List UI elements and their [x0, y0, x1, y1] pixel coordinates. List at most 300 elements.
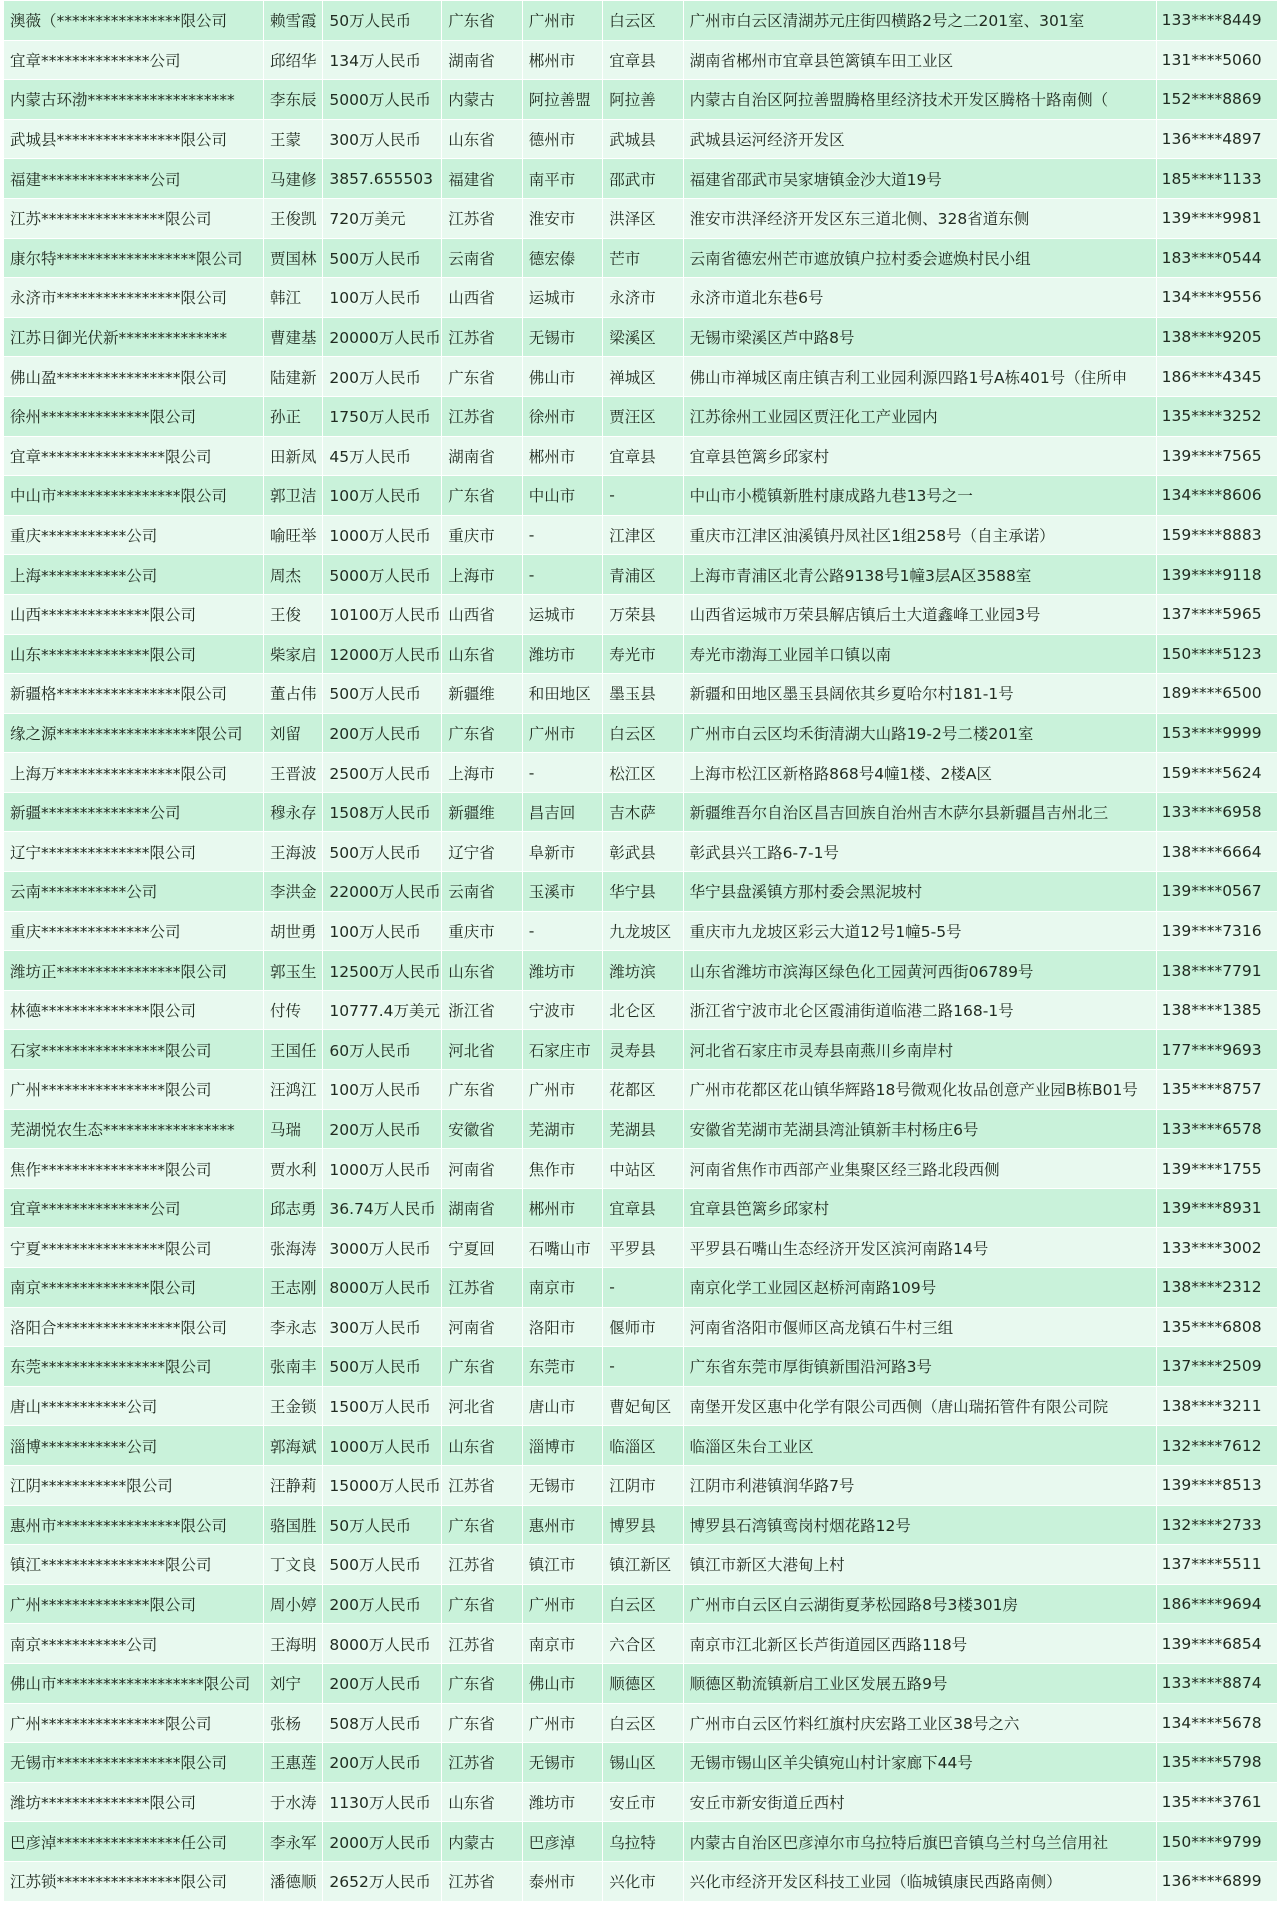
district-cell: -	[603, 476, 683, 516]
table-row	[4, 436, 1278, 476]
company-name-cell: 辽宁**************限公司	[4, 832, 264, 872]
district-cell: -	[603, 1268, 683, 1308]
company-name-cell: 重庆**************公司	[4, 911, 264, 951]
company-name-cell: 惠州市****************限公司	[4, 1505, 264, 1545]
table-row	[4, 1782, 1278, 1822]
address-cell: 南京市江北新区长芦街道园区西路118号	[683, 1624, 1156, 1664]
phone-cell: 150****9799	[1156, 1822, 1277, 1862]
reg-capital-cell: 200万人民币	[323, 1109, 442, 1149]
province-cell: 上海市	[442, 555, 522, 595]
company-name-cell: 洛阳合****************限公司	[4, 1307, 264, 1347]
reg-capital-cell: 15000万人民币	[323, 1465, 442, 1505]
district-cell: 中站区	[603, 1149, 683, 1189]
district-cell: 禅城区	[603, 357, 683, 397]
legal-rep-cell: 马瑞	[264, 1109, 323, 1149]
legal-rep-cell: 柴家启	[264, 634, 323, 674]
district-cell: 青浦区	[603, 555, 683, 595]
address-cell: 顺德区勒流镇新启工业区发展五路9号	[683, 1663, 1156, 1703]
district-cell: 顺德区	[603, 1663, 683, 1703]
table-row	[4, 40, 1278, 80]
company-name-cell: 南京**************限公司	[4, 1268, 264, 1308]
province-cell: 广东省	[442, 1, 522, 41]
district-cell: 华宁县	[603, 872, 683, 912]
district-cell: 寿光市	[603, 634, 683, 674]
province-cell: 山东省	[442, 1782, 522, 1822]
table-row	[4, 80, 1278, 120]
company-name-cell: 山西**************限公司	[4, 594, 264, 634]
reg-capital-cell: 1130万人民币	[323, 1782, 442, 1822]
district-cell: 永济市	[603, 278, 683, 318]
district-cell: 白云区	[603, 1, 683, 41]
district-cell: 武城县	[603, 119, 683, 159]
district-cell: 临淄区	[603, 1426, 683, 1466]
legal-rep-cell: 张杨	[264, 1703, 323, 1743]
company-name-cell: 佛山市*******************限公司	[4, 1663, 264, 1703]
legal-rep-cell: 潘德顺	[264, 1861, 323, 1901]
legal-rep-cell: 马建修	[264, 159, 323, 199]
table-row	[4, 832, 1278, 872]
address-cell: 南堡开发区惠中化学有限公司西侧（唐山瑞拓管件有限公司院	[683, 1386, 1156, 1426]
reg-capital-cell: 720万美元	[323, 198, 442, 238]
reg-capital-cell: 500万人民币	[323, 1347, 442, 1387]
phone-cell: 139****9118	[1156, 555, 1277, 595]
district-cell: 宜章县	[603, 1188, 683, 1228]
province-cell: 重庆市	[442, 515, 522, 555]
table-row	[4, 1584, 1278, 1624]
table-row	[4, 238, 1278, 278]
district-cell: 白云区	[603, 1703, 683, 1743]
phone-cell: 152****8869	[1156, 80, 1277, 120]
reg-capital-cell: 10100万人民币	[323, 594, 442, 634]
table-row	[4, 990, 1278, 1030]
district-cell: 江津区	[603, 515, 683, 555]
district-cell: 平罗县	[603, 1228, 683, 1268]
province-cell: 新疆维	[442, 674, 522, 714]
legal-rep-cell: 王志刚	[264, 1268, 323, 1308]
phone-cell: 135****8757	[1156, 1070, 1277, 1110]
reg-capital-cell: 500万人民币	[323, 1545, 442, 1585]
phone-cell: 185****1133	[1156, 159, 1277, 199]
district-cell: 白云区	[603, 713, 683, 753]
table-row	[4, 396, 1278, 436]
legal-rep-cell: 李永军	[264, 1822, 323, 1862]
table-row	[4, 1, 1278, 41]
company-name-cell: 东莞****************限公司	[4, 1347, 264, 1387]
district-cell: 北仑区	[603, 990, 683, 1030]
address-cell: 平罗县石嘴山生态经济开发区滨河南路14号	[683, 1228, 1156, 1268]
province-cell: 内蒙古	[442, 80, 522, 120]
phone-cell: 153****9999	[1156, 713, 1277, 753]
company-name-cell: 广州****************限公司	[4, 1703, 264, 1743]
company-name-cell: 广州****************限公司	[4, 1070, 264, 1110]
phone-cell: 133****8449	[1156, 1, 1277, 41]
city-cell: 焦作市	[522, 1149, 602, 1189]
company-name-cell: 上海***********公司	[4, 555, 264, 595]
province-cell: 广东省	[442, 1070, 522, 1110]
legal-rep-cell: 郭海斌	[264, 1426, 323, 1466]
province-cell: 湖南省	[442, 1188, 522, 1228]
district-cell: 彰武县	[603, 832, 683, 872]
city-cell: 石嘴山市	[522, 1228, 602, 1268]
table-row	[4, 555, 1278, 595]
legal-rep-cell: 郭卫洁	[264, 476, 323, 516]
address-cell: 新疆维吾尔自治区昌吉回族自治州吉木萨尔县新疆昌吉州北三	[683, 792, 1156, 832]
table-row	[4, 476, 1278, 516]
table-row	[4, 674, 1278, 714]
city-cell: 巴彦淖	[522, 1822, 602, 1862]
reg-capital-cell: 200万人民币	[323, 1663, 442, 1703]
address-cell: 无锡市锡山区羊尖镇宛山村计家廊下44号	[683, 1743, 1156, 1783]
reg-capital-cell: 22000万人民币	[323, 872, 442, 912]
province-cell: 河南省	[442, 1149, 522, 1189]
table-row	[4, 1861, 1278, 1901]
company-name-cell: 云南***********公司	[4, 872, 264, 912]
address-cell: 山西省运城市万荣县解店镇后土大道鑫峰工业园3号	[683, 594, 1156, 634]
phone-cell: 138****6664	[1156, 832, 1277, 872]
city-cell: 唐山市	[522, 1386, 602, 1426]
province-cell: 广东省	[442, 1347, 522, 1387]
company-name-cell: 潍坊正****************限公司	[4, 951, 264, 991]
district-cell: 潍坊滨	[603, 951, 683, 991]
province-cell: 新疆维	[442, 792, 522, 832]
reg-capital-cell: 2652万人民币	[323, 1861, 442, 1901]
city-cell: 德宏傣	[522, 238, 602, 278]
reg-capital-cell: 1508万人民币	[323, 792, 442, 832]
company-name-cell: 山东**************限公司	[4, 634, 264, 674]
city-cell: 玉溪市	[522, 872, 602, 912]
address-cell: 彰武县兴工路6-7-1号	[683, 832, 1156, 872]
table-row	[4, 1228, 1278, 1268]
reg-capital-cell: 100万人民币	[323, 911, 442, 951]
city-cell: 宁波市	[522, 990, 602, 1030]
legal-rep-cell: 贾国林	[264, 238, 323, 278]
address-cell: 浙江省宁波市北仑区霞浦街道临港二路168-1号	[683, 990, 1156, 1030]
legal-rep-cell: 李永志	[264, 1307, 323, 1347]
company-name-cell: 宜章****************限公司	[4, 436, 264, 476]
phone-cell: 189****6500	[1156, 674, 1277, 714]
phone-cell: 134****5678	[1156, 1703, 1277, 1743]
reg-capital-cell: 1000万人民币	[323, 515, 442, 555]
city-cell: 中山市	[522, 476, 602, 516]
table-row	[4, 317, 1278, 357]
company-name-cell: 澳薇（****************限公司	[4, 1, 264, 41]
district-cell: 六合区	[603, 1624, 683, 1664]
reg-capital-cell: 508万人民币	[323, 1703, 442, 1743]
phone-cell: 138****2312	[1156, 1268, 1277, 1308]
province-cell: 河南省	[442, 1307, 522, 1347]
city-cell: 佛山市	[522, 357, 602, 397]
company-name-cell: 江苏日御光伏新**************	[4, 317, 264, 357]
reg-capital-cell: 8000万人民币	[323, 1624, 442, 1664]
legal-rep-cell: 王俊	[264, 594, 323, 634]
legal-rep-cell: 刘宁	[264, 1663, 323, 1703]
legal-rep-cell: 赖雪霞	[264, 1, 323, 41]
city-cell: 镇江市	[522, 1545, 602, 1585]
legal-rep-cell: 陆建新	[264, 357, 323, 397]
company-name-cell: 中山市****************限公司	[4, 476, 264, 516]
legal-rep-cell: 王晋波	[264, 753, 323, 793]
address-cell: 安徽省芜湖市芜湖县湾沚镇新丰村杨庄6号	[683, 1109, 1156, 1149]
address-cell: 新疆和田地区墨玉县阔依其乡夏哈尔村181-1号	[683, 674, 1156, 714]
table-row	[4, 713, 1278, 753]
phone-cell: 138****7791	[1156, 951, 1277, 991]
district-cell: 安丘市	[603, 1782, 683, 1822]
address-cell: 镇江市新区大港甸上村	[683, 1545, 1156, 1585]
phone-cell: 177****9693	[1156, 1030, 1277, 1070]
province-cell: 山西省	[442, 594, 522, 634]
reg-capital-cell: 8000万人民币	[323, 1268, 442, 1308]
legal-rep-cell: 曹建基	[264, 317, 323, 357]
legal-rep-cell: 王金锁	[264, 1386, 323, 1426]
address-cell: 永济市道北东巷6号	[683, 278, 1156, 318]
city-cell: -	[522, 515, 602, 555]
table-row	[4, 1743, 1278, 1783]
address-cell: 武城县运河经济开发区	[683, 119, 1156, 159]
reg-capital-cell: 10777.4万美元	[323, 990, 442, 1030]
company-name-cell: 武城县****************限公司	[4, 119, 264, 159]
district-cell: 偃师市	[603, 1307, 683, 1347]
company-name-cell: 佛山盈****************限公司	[4, 357, 264, 397]
province-cell: 江苏省	[442, 1465, 522, 1505]
reg-capital-cell: 100万人民币	[323, 476, 442, 516]
company-name-cell: 林德**************限公司	[4, 990, 264, 1030]
province-cell: 福建省	[442, 159, 522, 199]
district-cell: 墨玉县	[603, 674, 683, 714]
phone-cell: 139****8931	[1156, 1188, 1277, 1228]
province-cell: 内蒙古	[442, 1822, 522, 1862]
district-cell: 九龙坡区	[603, 911, 683, 951]
company-name-cell: 新疆格****************限公司	[4, 674, 264, 714]
phone-cell: 131****5060	[1156, 40, 1277, 80]
company-name-cell: 江阴***********限公司	[4, 1465, 264, 1505]
city-cell: 无锡市	[522, 317, 602, 357]
city-cell: 广州市	[522, 1070, 602, 1110]
address-cell: 广州市白云区白云湖街夏茅松园路8号3楼301房	[683, 1584, 1156, 1624]
company-name-cell: 潍坊**************限公司	[4, 1782, 264, 1822]
reg-capital-cell: 300万人民币	[323, 1307, 442, 1347]
table-row	[4, 198, 1278, 238]
address-cell: 上海市青浦区北青公路9138号1幢3层A区3588室	[683, 555, 1156, 595]
company-name-cell: 焦作****************限公司	[4, 1149, 264, 1189]
city-cell: 佛山市	[522, 1663, 602, 1703]
district-cell: 乌拉特	[603, 1822, 683, 1862]
reg-capital-cell: 36.74万人民币	[323, 1188, 442, 1228]
reg-capital-cell: 1000万人民币	[323, 1149, 442, 1189]
district-cell: 芜湖县	[603, 1109, 683, 1149]
address-cell: 宜章县笆篱乡邱家村	[683, 436, 1156, 476]
district-cell: 曹妃甸区	[603, 1386, 683, 1426]
table-row	[4, 1149, 1278, 1189]
legal-rep-cell: 王惠莲	[264, 1743, 323, 1783]
phone-cell: 159****8883	[1156, 515, 1277, 555]
table-row	[4, 1268, 1278, 1308]
address-cell: 华宁县盘溪镇方那村委会黑泥坡村	[683, 872, 1156, 912]
province-cell: 山东省	[442, 1426, 522, 1466]
phone-cell: 133****8874	[1156, 1663, 1277, 1703]
province-cell: 江苏省	[442, 1624, 522, 1664]
address-cell: 河南省洛阳市偃师区高龙镇石牛村三组	[683, 1307, 1156, 1347]
reg-capital-cell: 200万人民币	[323, 357, 442, 397]
city-cell: 郴州市	[522, 1188, 602, 1228]
province-cell: 重庆市	[442, 911, 522, 951]
address-cell: 云南省德宏州芒市遮放镇户拉村委会遮焕村民小组	[683, 238, 1156, 278]
city-cell: -	[522, 911, 602, 951]
company-table	[3, 0, 1278, 1902]
phone-cell: 138****9205	[1156, 317, 1277, 357]
phone-cell: 135****3761	[1156, 1782, 1277, 1822]
district-cell: 芒市	[603, 238, 683, 278]
city-cell: 淮安市	[522, 198, 602, 238]
district-cell: -	[603, 1347, 683, 1387]
province-cell: 宁夏回	[442, 1228, 522, 1268]
reg-capital-cell: 2000万人民币	[323, 1822, 442, 1862]
legal-rep-cell: 于水涛	[264, 1782, 323, 1822]
phone-cell: 137****5965	[1156, 594, 1277, 634]
city-cell: 郴州市	[522, 436, 602, 476]
province-cell: 江苏省	[442, 396, 522, 436]
reg-capital-cell: 1000万人民币	[323, 1426, 442, 1466]
province-cell: 广东省	[442, 1663, 522, 1703]
table-row	[4, 1505, 1278, 1545]
province-cell: 湖南省	[442, 436, 522, 476]
city-cell: 广州市	[522, 1703, 602, 1743]
city-cell: 东莞市	[522, 1347, 602, 1387]
phone-cell: 159****5624	[1156, 753, 1277, 793]
reg-capital-cell: 45万人民币	[323, 436, 442, 476]
reg-capital-cell: 200万人民币	[323, 1584, 442, 1624]
address-cell: 广州市白云区竹料红旗村庆宏路工业区38号之六	[683, 1703, 1156, 1743]
district-cell: 兴化市	[603, 1861, 683, 1901]
table-row	[4, 753, 1278, 793]
table-row	[4, 1703, 1278, 1743]
city-cell: -	[522, 753, 602, 793]
phone-cell: 136****6899	[1156, 1861, 1277, 1901]
province-cell: 河北省	[442, 1386, 522, 1426]
phone-cell: 139****0567	[1156, 872, 1277, 912]
district-cell: 博罗县	[603, 1505, 683, 1545]
table-row	[4, 119, 1278, 159]
reg-capital-cell: 60万人民币	[323, 1030, 442, 1070]
city-cell: 和田地区	[522, 674, 602, 714]
province-cell: 江苏省	[442, 198, 522, 238]
company-name-cell: 江苏****************限公司	[4, 198, 264, 238]
city-cell: 昌吉回	[522, 792, 602, 832]
table-row	[4, 1307, 1278, 1347]
phone-cell: 135****6808	[1156, 1307, 1277, 1347]
address-cell: 寿光市渤海工业园羊口镇以南	[683, 634, 1156, 674]
city-cell: 广州市	[522, 1584, 602, 1624]
table-row	[4, 1663, 1278, 1703]
legal-rep-cell: 李洪金	[264, 872, 323, 912]
company-name-cell: 江苏锁****************限公司	[4, 1861, 264, 1901]
district-cell: 松江区	[603, 753, 683, 793]
address-cell: 广东省东莞市厚街镇新围沿河路3号	[683, 1347, 1156, 1387]
company-name-cell: 康尔特******************限公司	[4, 238, 264, 278]
phone-cell: 139****6854	[1156, 1624, 1277, 1664]
address-cell: 南京化学工业园区赵桥河南路109号	[683, 1268, 1156, 1308]
table-row	[4, 594, 1278, 634]
address-cell: 广州市白云区清湖苏元庄街四横路2号之二201室、301室	[683, 1, 1156, 41]
legal-rep-cell: 邱志勇	[264, 1188, 323, 1228]
address-cell: 湖南省郴州市宜章县笆篱镇车田工业区	[683, 40, 1156, 80]
legal-rep-cell: 汪鸿江	[264, 1070, 323, 1110]
province-cell: 江苏省	[442, 1268, 522, 1308]
district-cell: 邵武市	[603, 159, 683, 199]
district-cell: 锡山区	[603, 1743, 683, 1783]
company-name-cell: 石家****************限公司	[4, 1030, 264, 1070]
address-cell: 内蒙古自治区巴彦淖尔市乌拉特后旗巴音镇乌兰村乌兰信用社	[683, 1822, 1156, 1862]
city-cell: 广州市	[522, 1, 602, 41]
district-cell: 洪泽区	[603, 198, 683, 238]
phone-cell: 135****3252	[1156, 396, 1277, 436]
city-cell: 阿拉善盟	[522, 80, 602, 120]
address-cell: 广州市花都区花山镇华辉路18号微观化妆品创意产业园B栋B01号	[683, 1070, 1156, 1110]
legal-rep-cell: 汪静莉	[264, 1465, 323, 1505]
company-name-cell: 上海万****************限公司	[4, 753, 264, 793]
phone-cell: 150****5123	[1156, 634, 1277, 674]
province-cell: 广东省	[442, 1584, 522, 1624]
reg-capital-cell: 2500万人民币	[323, 753, 442, 793]
table-row	[4, 634, 1278, 674]
province-cell: 山东省	[442, 951, 522, 991]
address-cell: 福建省邵武市吴家塘镇金沙大道19号	[683, 159, 1156, 199]
reg-capital-cell: 100万人民币	[323, 278, 442, 318]
city-cell: 无锡市	[522, 1465, 602, 1505]
district-cell: 花都区	[603, 1070, 683, 1110]
province-cell: 安徽省	[442, 1109, 522, 1149]
city-cell: 无锡市	[522, 1743, 602, 1783]
company-name-cell: 巴彦淖****************任公司	[4, 1822, 264, 1862]
legal-rep-cell: 董占伟	[264, 674, 323, 714]
city-cell: 惠州市	[522, 1505, 602, 1545]
reg-capital-cell: 5000万人民币	[323, 555, 442, 595]
city-cell: 郴州市	[522, 40, 602, 80]
district-cell: 万荣县	[603, 594, 683, 634]
province-cell: 山东省	[442, 119, 522, 159]
phone-cell: 135****5798	[1156, 1743, 1277, 1783]
city-cell: 潍坊市	[522, 634, 602, 674]
company-name-cell: 芜湖悦农生态*****************	[4, 1109, 264, 1149]
company-name-cell: 徐州**************限公司	[4, 396, 264, 436]
province-cell: 云南省	[442, 238, 522, 278]
district-cell: 吉木萨	[603, 792, 683, 832]
reg-capital-cell: 50万人民币	[323, 1505, 442, 1545]
company-name-cell: 新疆**************公司	[4, 792, 264, 832]
table-row	[4, 792, 1278, 832]
company-name-cell: 广州**************限公司	[4, 1584, 264, 1624]
district-cell: 宜章县	[603, 436, 683, 476]
address-cell: 河南省焦作市西部产业集聚区经三路北段西侧	[683, 1149, 1156, 1189]
address-cell: 无锡市梁溪区芦中路8号	[683, 317, 1156, 357]
legal-rep-cell: 田新凤	[264, 436, 323, 476]
reg-capital-cell: 200万人民币	[323, 1743, 442, 1783]
legal-rep-cell: 邱绍华	[264, 40, 323, 80]
district-cell: 阿拉善	[603, 80, 683, 120]
legal-rep-cell: 周小婷	[264, 1584, 323, 1624]
phone-cell: 134****8606	[1156, 476, 1277, 516]
city-cell: 潍坊市	[522, 951, 602, 991]
company-name-cell: 内蒙古环渤*******************	[4, 80, 264, 120]
legal-rep-cell: 孙正	[264, 396, 323, 436]
province-cell: 山西省	[442, 278, 522, 318]
phone-cell: 134****9556	[1156, 278, 1277, 318]
reg-capital-cell: 500万人民币	[323, 238, 442, 278]
province-cell: 山东省	[442, 634, 522, 674]
legal-rep-cell: 喻旺举	[264, 515, 323, 555]
province-cell: 江苏省	[442, 1861, 522, 1901]
legal-rep-cell: 骆国胜	[264, 1505, 323, 1545]
phone-cell: 133****6958	[1156, 792, 1277, 832]
